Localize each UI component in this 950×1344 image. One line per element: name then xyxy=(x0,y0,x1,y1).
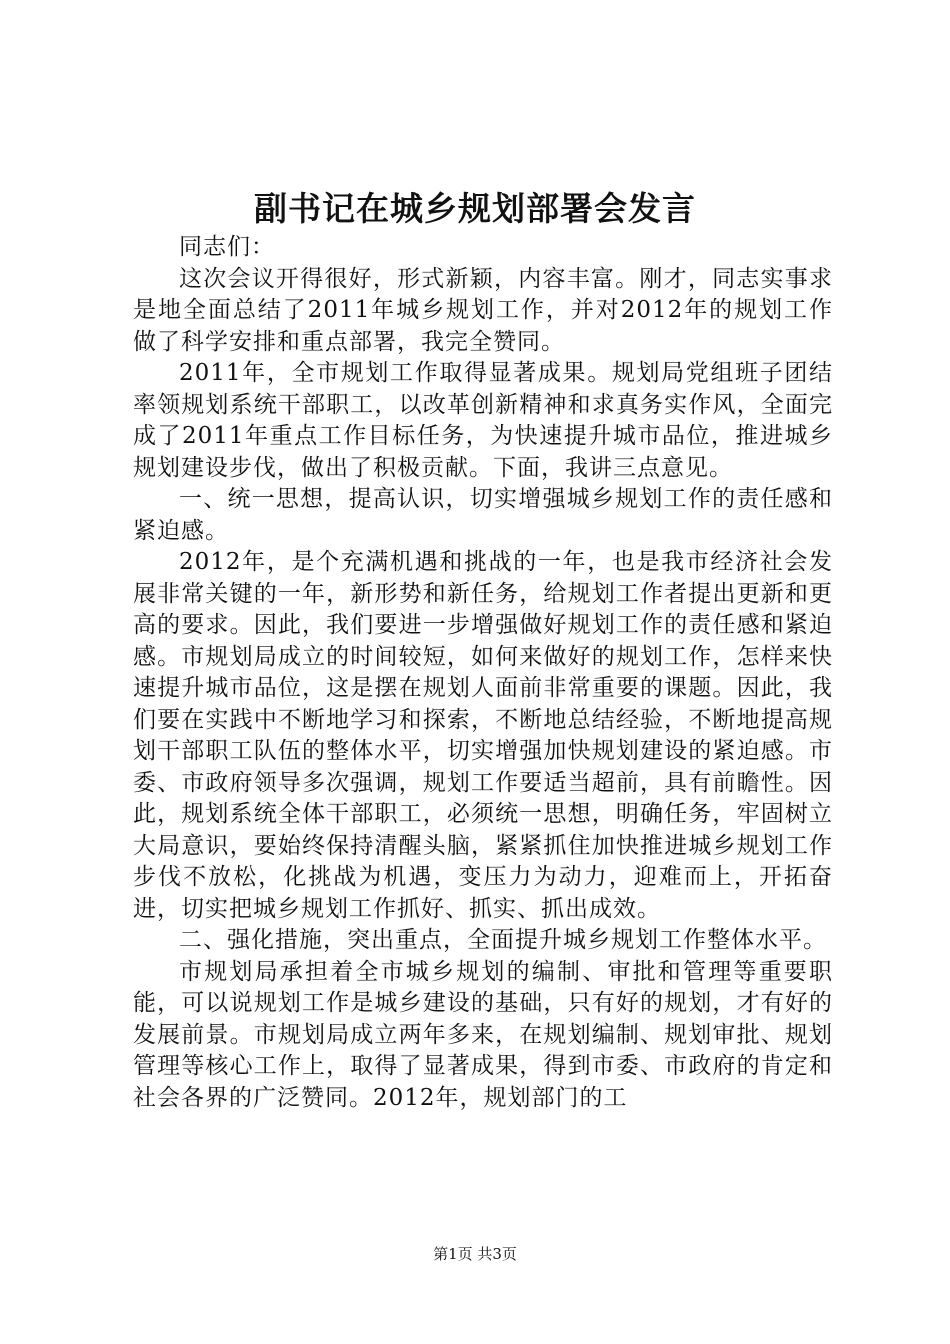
page-footer: 第1页 共3页 xyxy=(433,1245,517,1263)
body-paragraph: 2012年，是个充满机遇和挑战的一年，也是我市经济社会发展非常关键的一年，新形势和新任务，给规划工作者提出更新和更高的要求。因此，我们要进一步增强做好规划工作的责任感和紧迫感。市规划局成立的时间较短，如何来做好的规划工作，怎样来快速提升城市品位，这是摆在规划人面前非常重要的课题。因此，我们要在实践中不断地学习和探索，不断地总结经验，不断地提高规划干部职工队伍的整体水平，切实增强加快规划建设的紧迫感。市委、市政府领导多次强调，规划工作要适当超前，具有前瞻性。因此，规划系统全体干部职工，必须统一思想，明确任务，牢固树立大局意识，要始终保持清醒头脑，紧紧抓住加快推进城乡规划工作步伐不放松，化挑战为机遇，变压力为动力，迎难而上，开拓奋进，切实把城乡规划工作抓好、抓实、抓出成效。 xyxy=(133,549,833,922)
body-paragraph: 2011年，全市规划工作取得显著成果。规划局党组班子团结率领规划系统干部职工，以改革创新精神和求真务实作风，全面完成了2011年重点工作目标任务，为快速提升城市品位，推进城乡规划建设步伐，做出了积极贡献。下面，我讲三点意见。 xyxy=(133,360,833,481)
document-body xyxy=(133,232,833,1114)
section-heading: 一、统一思想，提高认识，切实增强城乡规划工作的责任感和紧迫感。 xyxy=(133,486,833,544)
salutation-paragraph: 同志们： xyxy=(179,234,275,260)
body-paragraph: 这次会议开得很好，形式新颖，内容丰富。刚才，同志实事求是地全面总结了2011年城乡规划工作，并对2012年的规划工作做了科学安排和重点部署，我完全赞同。 xyxy=(133,265,833,355)
body-paragraph: 市规划局承担着全市城乡规划的编制、审批和管理等重要职能，可以说规划工作是城乡建设的基础，只有好的规划，才有好的发展前景。市规划局成立两年多来，在规划编制、规划审批、规划管理等核心工作上，取得了显著成果，得到市委、市政府的肯定和社会各界的广泛赞同。2012年，规划部门的工 xyxy=(133,958,833,1111)
document-title: 副书记在城乡规划部署会发言 xyxy=(254,189,696,228)
section-heading: 二、强化措施，突出重点，全面提升城乡规划工作整体水平。 xyxy=(179,927,827,953)
